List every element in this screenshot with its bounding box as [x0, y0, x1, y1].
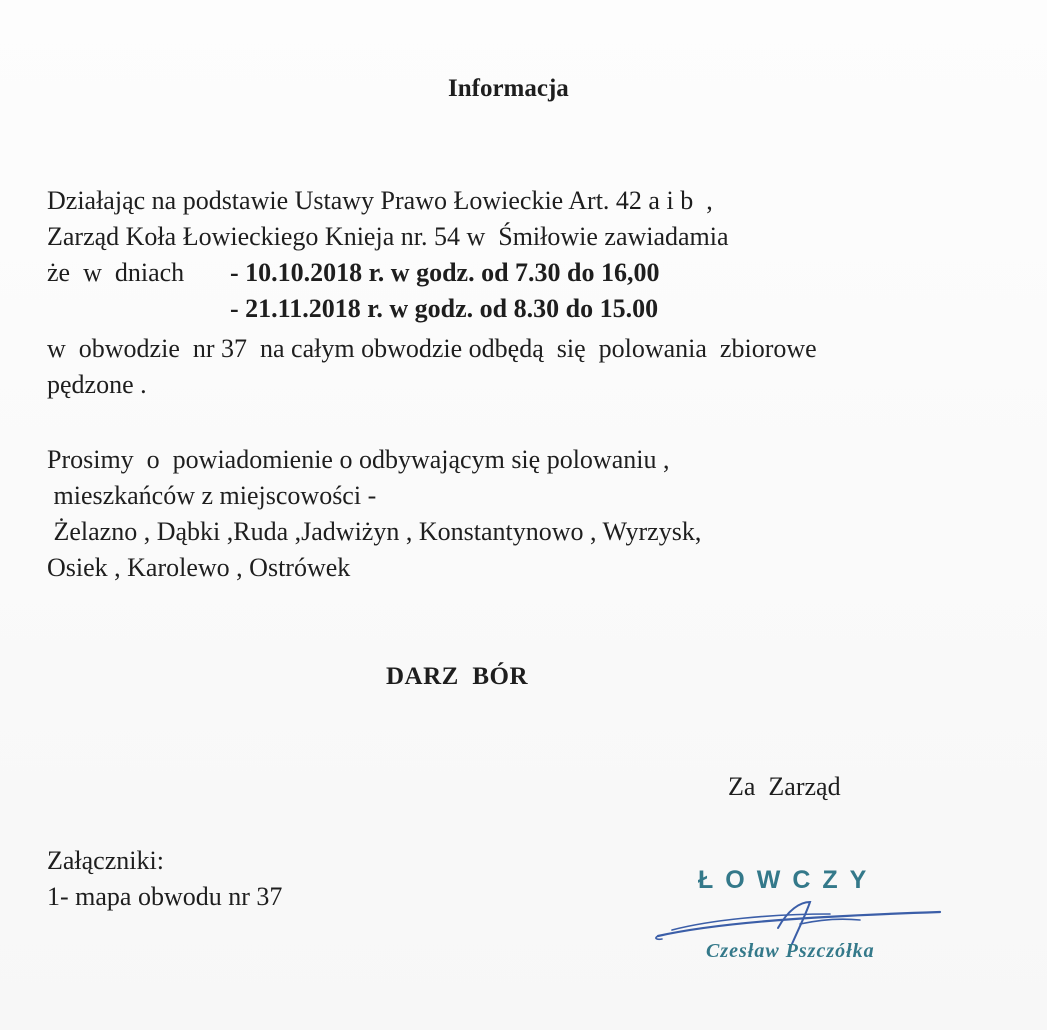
attachment-item: 1- mapa obwodu nr 37 [47, 882, 283, 911]
hunt-date-1: - 10.10.2018 r. w godz. od 7.30 do 16,00 [230, 258, 660, 287]
signoff: Za Zarząd [728, 772, 841, 801]
paragraph1-line1: Działając na podstawie Ustawy Prawo Łowieckie Art. 42 a i b , [47, 186, 713, 215]
paragraph2-line2: mieszkańców z miejscowości - [47, 481, 377, 510]
hunt-date-2: - 21.11.2018 r. w godz. od 8.30 do 15.00 [230, 294, 659, 323]
document-title: Informacja [448, 75, 569, 102]
dates-intro: że w dniach [47, 258, 198, 287]
paragraph1-line2: Zarząd Koła Łowieckiego Knieja nr. 54 w Śmiłowie zawiadamia [47, 222, 729, 251]
official-stamp [650, 850, 970, 980]
stamp-name: Czesław Pszczółka [706, 940, 875, 962]
paragraph2-line3: Żelazno , Dąbki ,Ruda ,Jadwiżyn , Konstantynowo , Wyrzysk, [47, 517, 702, 546]
attachments-label: Załączniki: [47, 846, 164, 875]
paragraph1-line5: w obwodzie nr 37 na całym obwodzie odbędą się polowania zbiorowe [47, 334, 817, 363]
paragraph2-line4: Osiek , Karolewo , Ostrówek [47, 553, 351, 582]
greeting: DARZ BÓR [386, 663, 529, 690]
stamp-title: ŁOWCZY [698, 866, 879, 894]
paragraph1-line6: pędzone . [47, 370, 147, 399]
paragraph2-line1: Prosimy o powiadomienie o odbywającym się polowaniu , [47, 445, 670, 474]
paragraph1-line3 [47, 258, 197, 288]
